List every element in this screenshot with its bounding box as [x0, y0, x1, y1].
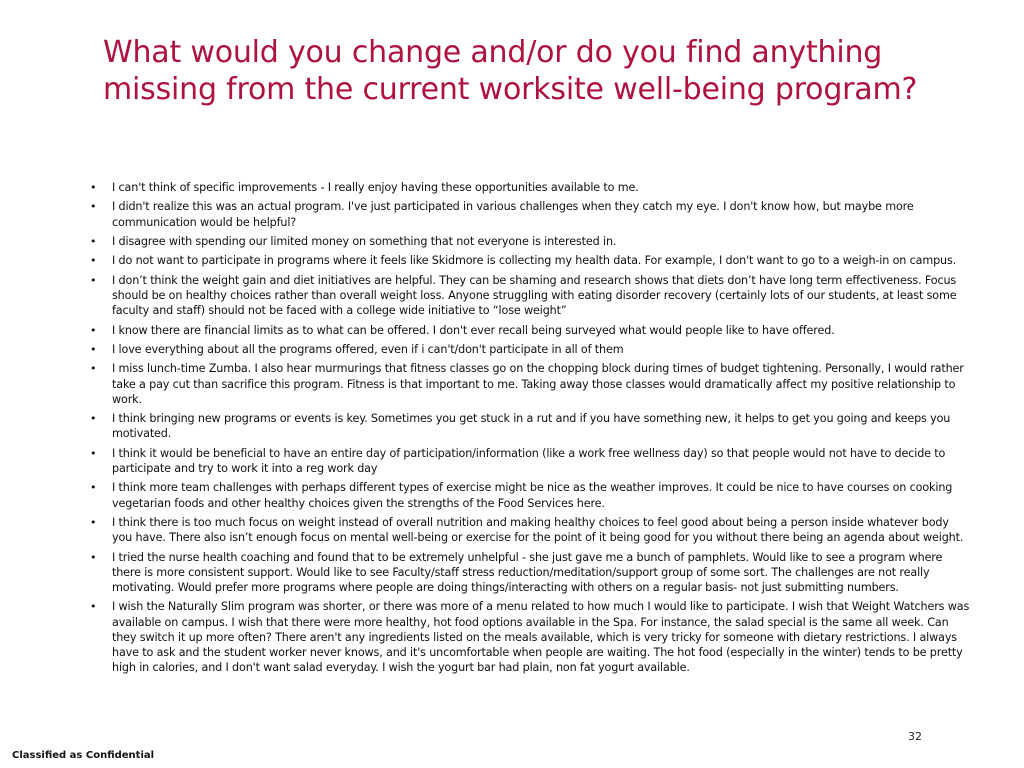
response-item: • I wish the Naturally Slim program was shorter, or there was more of a menu related to how much I would like to participate. I wish that Weight Watchers was available on campus. I wish that there were more healthy, hot food options available in the Spa. For instance, the salad special is the same all week. Can they switch it up more often? There aren't any ingredients listed on the meals available, which is very tricky for someone with dietary restrictions. I always have to ask and the student worker never knows, and it's uncomfortable when people are waiting. The hot food (especially in the winter) tends to be pretty high in calories, and I don't want salad everyday. I wish the yogurt bar had plain, non fat yogurt available. — [90, 599, 970, 675]
response-item: • I didn't realize this was an actual program. I've just participated in various challenges when they catch my eye. I don't know how, but maybe more communication would be helpful? — [90, 199, 970, 229]
response-item: • I think there is too much focus on weight instead of overall nutrition and making healthy choices to feel good about being a person inside whatever body you have. There also isn’t enough focus on mental well-being or exercise for the point of it being good for you without there being an agenda about weight. — [90, 515, 970, 545]
response-item: • I miss lunch-time Zumba. I also hear murmurings that fitness classes go on the chopping block during times of budget tightening. Personally, I would rather take a pay cut than sacrifice this program. Fitness is that important to me. Taking away those classes would dramatically affect my positive relationship to work. — [90, 361, 970, 407]
slide-title: What would you change and/or do you find anything missing from the current worksite well-being program? — [103, 35, 918, 107]
response-item: • I think more team challenges with perhaps different types of exercise might be nice as the weather improves. It could be nice to have courses on cooking vegetarian foods and other healthy choices given the strengths of the Food Services here. — [90, 480, 970, 510]
response-item: • I do not want to participate in programs where it feels like Skidmore is collecting my health data. For example, I don't want to go to a weigh-in on campus. — [90, 253, 970, 268]
response-item: • I think bringing new programs or events is key. Sometimes you get stuck in a rut and if you have something new, it helps to get you going and keeps you motivated. — [90, 411, 970, 441]
response-item: • I love everything about all the programs offered, even if i can't/don't participate in all of them — [90, 342, 970, 357]
response-item: • I think it would be beneficial to have an entire day of participation/information (like a work free wellness day) so that people would not have to decide to participate and try to work it into a reg work day — [90, 446, 970, 476]
response-item: • I don’t think the weight gain and diet initiatives are helpful. They can be shaming and research shows that diets don’t have long term effectiveness. Focus should be on healthy choices rather than overall weight loss. Anyone struggling with eating disorder recovery (certainly lots of our students, at least some faculty and staff) should not be faced with a college wide initiative to “lose weight” — [90, 273, 970, 319]
response-list — [90, 180, 970, 680]
response-item: • I tried the nurse health coaching and found that to be extremely unhelpful - she just gave me a bunch of pamphlets. Would like to see a program where there is more consistent support. Would like to see Faculty/staff stress reduction/meditation/support group of some sort. The challenges are not really motivating. Would prefer more programs where people are doing things/interacting with others on a regular basis- not just submitting numbers. — [90, 550, 970, 596]
response-item: • I know there are financial limits as to what can be offered. I don't ever recall being surveyed what would people like to have offered. — [90, 323, 970, 338]
confidentiality-label: Classified as Confidential — [12, 750, 155, 761]
response-item: • I can't think of specific improvements - I really enjoy having these opportunities available to me. — [90, 180, 970, 195]
page-number: 32 — [908, 730, 922, 743]
response-item: • I disagree with spending our limited money on something that not everyone is interested in. — [90, 234, 970, 249]
